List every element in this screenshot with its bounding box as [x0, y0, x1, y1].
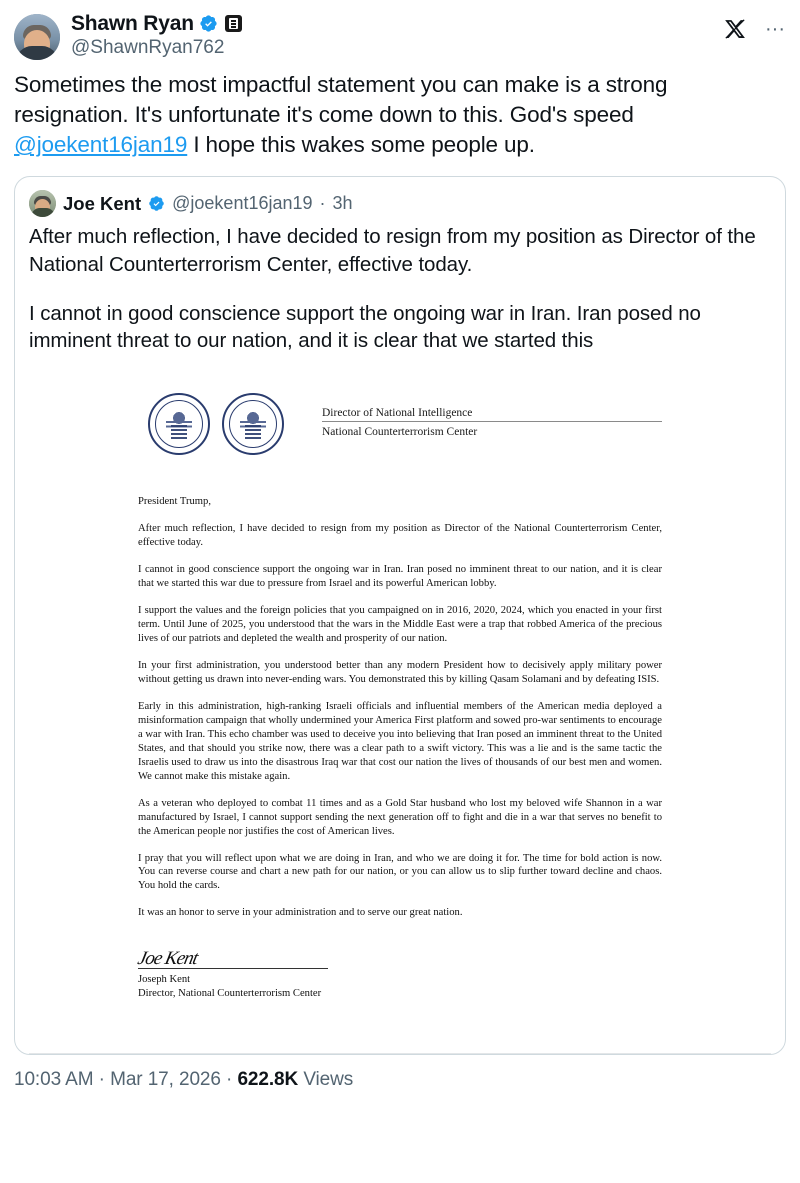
- tweet-text-part-2: I hope this wakes some people up.: [187, 132, 535, 158]
- views-label: Views: [303, 1068, 354, 1090]
- letter-signature-block: [135, 946, 662, 1001]
- letter-letterhead: [138, 393, 662, 455]
- account-handle[interactable]: @ShawnRyan762: [71, 37, 225, 59]
- quoted-separator: ·: [319, 193, 326, 214]
- letter-paragraph: I cannot in good conscience support the ongoing war in Iran. Iran posed no imminent threat to our nation, and it is clear that we started this war due to pressure from Israel and its powerful American lobby.: [138, 564, 662, 589]
- dni-seal-icon: [148, 393, 210, 455]
- quoted-timestamp[interactable]: 3h: [332, 193, 353, 214]
- display-name-row: [71, 12, 242, 35]
- letter-image[interactable]: [15, 355, 785, 1031]
- verified-badge-icon: [148, 195, 165, 212]
- account-name-block: [71, 12, 242, 59]
- letter-paragraph: As a veteran who deployed to combat 11 times and as a Gold Star husband who lost my beloved wife Shannon in a war manufactured by Israel, I cannot support sending the next generation off to fight and die in a war that serves no benefit to the American people nor justifies the cost of American lives.: [138, 797, 662, 837]
- quoted-tweet-card[interactable]: [14, 176, 786, 1055]
- letterhead-text: [322, 407, 662, 442]
- letter-bottom-divider: [29, 1053, 771, 1054]
- header-actions: [724, 12, 786, 40]
- letter-paragraph: I support the values and the foreign policies that you campaigned on in 2016, 2020, 2024, which you enacted in your first term. Until June of 2025, you understood that the wars in the Middle East were a trap that robbed America of the precious lives of our patriots and depleted the wealth and prosperity of our nation.: [138, 604, 662, 644]
- tweet-footer: [0, 1055, 800, 1107]
- views-count: 622.8K: [237, 1068, 299, 1090]
- quoted-paragraph: I cannot in good conscience support the ongoing war in Iran. Iran posed no imminent threat to our nation, and it is clear that we started this: [29, 301, 701, 353]
- nctc-seal-icon: [222, 393, 284, 455]
- verified-badge-icon: [199, 14, 218, 33]
- x-logo-icon[interactable]: [724, 18, 746, 40]
- letterhead-line-1: Director of National Intelligence: [322, 407, 662, 422]
- quoted-tweet-text: [15, 217, 785, 355]
- quoted-avatar-body: [31, 208, 55, 217]
- letter-paragraph: After much reflection, I have decided to resign from my position as Director of the National Counterterrorism Center, effective today.: [138, 523, 662, 549]
- tweet-header: [0, 0, 800, 64]
- letter-paragraph: In your first administration, you understood better than any modern President how to decisively apply military power without getting us drawn into never-ending wars. You demonstrated this by killing Qasam Solamani and by defeating ISIS.: [138, 659, 662, 685]
- letter-salutation: President Trump,: [138, 496, 211, 508]
- seal-bars-glyph: [245, 425, 261, 439]
- footer-separator: ·: [98, 1068, 105, 1090]
- avatar[interactable]: [14, 14, 60, 60]
- letterhead-line-2: National Counterterrorism Center: [322, 425, 478, 438]
- seal-bars-glyph: [171, 425, 187, 439]
- signature-title: Director, National Counterterrorism Center: [138, 988, 322, 1000]
- letter-paragraph: I pray that you will reflect upon what we are doing in Iran, and who we are doing it for. The time for bold action is now. You can reverse course and chart a new path for our nation, or you can allow us to slip further toward decline and chaos. You hold the cards.: [138, 852, 662, 892]
- more-options-icon[interactable]: ···: [765, 18, 785, 40]
- display-name[interactable]: Shawn Ryan: [71, 12, 194, 35]
- tweet-text-part-1: Sometimes the most impactful statement you can make is a strong resignation. It's unfortunate it's come down to this. God's speed: [14, 72, 668, 128]
- affiliation-badge-icon[interactable]: [225, 15, 242, 32]
- signature-name: Joseph Kent: [138, 974, 191, 986]
- quoted-tweet-header: [15, 177, 785, 217]
- letter-body: [135, 495, 662, 1001]
- quoted-handle[interactable]: @joekent16jan19: [172, 193, 313, 214]
- footer-separator: ·: [226, 1068, 233, 1090]
- mention-link[interactable]: @joekent16jan19: [14, 132, 188, 158]
- tweet-body-text: [0, 64, 800, 160]
- letter-paragraph: It was an honor to serve in your administration and to serve our great nation.: [138, 907, 463, 919]
- tweet-date: Mar 17, 2026: [110, 1068, 221, 1090]
- quoted-paragraph: After much reflection, I have decided to resign from my position as Director of the National Counterterrorism Center, effective today.: [29, 225, 756, 277]
- quoted-avatar[interactable]: [29, 190, 56, 217]
- tweet-time: 10:03 AM: [14, 1068, 94, 1090]
- signature-mark: Joe Kent: [135, 948, 200, 970]
- resignation-letter: [80, 367, 720, 1031]
- letter-paragraph: Early in this administration, high-ranking Israeli officials and influential members of the American media deployed a misinformation campaign that wholly undermined your America First platform and sowed pro-war sentiments to encourage a war with Iran. This echo chamber was used to deceive you into believing that Iran posed an imminent threat to the United States, and that should you strike now, there was a clear path to a swift victory. This was a lie and is the same tactic the Israelis used to draw us into the disastrous Iraq war that cost our nation the lives of thousands of our best men and women. We cannot make this mistake again.: [138, 700, 662, 782]
- quoted-display-name[interactable]: Joe Kent: [63, 192, 142, 214]
